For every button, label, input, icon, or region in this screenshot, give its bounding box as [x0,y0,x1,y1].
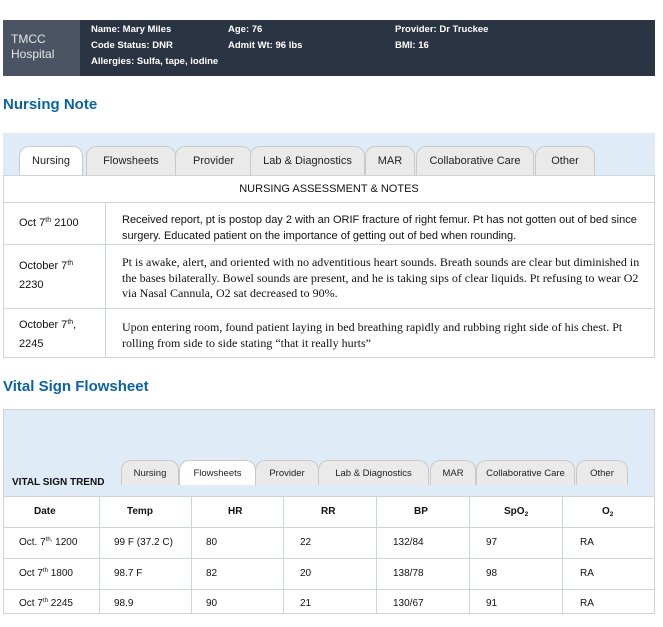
table-row [4,558,654,589]
vital-sign-panel [3,409,655,614]
nursing-notes-table [3,175,655,358]
nursing-notes-heading: NURSING ASSESSMENT & NOTES [4,176,654,203]
cell-spo2: 98 [486,568,498,579]
tab-mar[interactable]: MAR [430,460,476,485]
tab-flowsheets[interactable]: Flowsheets [86,146,176,175]
cell-temp: 98.7 F [114,568,143,579]
col-rr-header: RR [321,506,336,517]
allergies: Allergies: Sulfa, tape, iodine [91,56,219,67]
nursing-tab-bar [19,146,619,175]
cell-temp: 99 F (37.2 C) [114,537,173,548]
cell-rr: 22 [300,537,312,548]
bmi: BMI: 16 [395,40,429,51]
tab-other[interactable]: Other [535,146,595,175]
tab-nursing[interactable]: Nursing [19,146,83,175]
cell-bp: 138/78 [393,568,424,579]
cell-date: Oct. $7^{th,}$ 1200 [19,537,78,548]
provider: Provider: Dr Truckee [395,24,489,35]
col-hr-header: HR [228,506,243,517]
vital-tab-bar [121,460,651,485]
note-text: Pt is awake, alert, and oriented with no adventitious heart sounds. Breath sounds are clear but diminished in the bases bilaterally. Bowel sounds are present, and he is taking sips of clear liquids. Pt refusing to wear O2 via Nasal Cannula, O2 sat decreased to 90%. [122,255,640,300]
note-text: Upon entering room, found patient laying in bed breathing rapidly and rubbing right side of his chest. Pt rolling from side to side stating “that it really hurts” [122,320,623,350]
vital-sign-trend-label: VITAL SIGN TREND [12,477,105,488]
tab-flowsheets[interactable]: Flowsheets [179,460,256,485]
admit-weight: Admit Wt: 96 lbs [228,40,303,51]
nursing-tabs-panel [3,133,655,175]
tab-collaborative-care[interactable]: Collaborative Care [476,460,575,485]
patient-age: Age: 76 [228,24,263,35]
table-row [4,589,654,614]
col-spo2-header: SpO$_2$ [504,506,529,518]
note-row [4,309,654,358]
code-status: Code Status: DNR [91,40,173,51]
cell-o2: RA [580,568,594,579]
note-text: Received report, pt is postop day 2 with an ORIF fracture of right femur. Pt has not gotten out of bed since surgery. Educated patient on the importance of getting out of bed when rounding. [122,214,637,242]
cell-rr: 20 [300,568,312,579]
cell-hr: 82 [206,568,218,579]
col-bp-header: BP [414,506,428,517]
tab-provider[interactable]: Provider [255,460,319,485]
cell-o2: RA [580,537,594,548]
col-temp-header: Temp [127,506,153,517]
note-date: Oct 7th 2100 [19,217,79,229]
table-row [4,527,654,558]
vital-table-header [4,496,654,527]
tab-collaborative-care[interactable]: Collaborative Care [416,146,534,175]
tab-lab-diagnostics[interactable]: Lab & Diagnostics [318,460,429,485]
tab-lab-diagnostics[interactable]: Lab & Diagnostics [250,146,365,175]
cell-spo2: 91 [486,598,498,609]
cell-date: Oct 7th 1800 [19,568,73,579]
cell-temp: 98.9 [114,598,134,609]
col-o2-header: $O_2$ [602,506,614,518]
cell-hr: 90 [206,598,218,609]
vital-sign-title: Vital Sign Flowsheet [3,378,149,395]
cell-bp: 130/67 [393,598,424,609]
cell-bp: 132/84 [393,537,424,548]
hospital-name: TMCC Hospital [3,20,80,76]
note-row [4,203,654,245]
cell-spo2: 97 [486,537,498,548]
cell-rr: 21 [300,598,312,609]
cell-hr: 80 [206,537,218,548]
patient-name: Name: Mary Miles [91,24,172,35]
cell-date: Oct 7th 2245 [19,598,73,609]
nursing-note-title: Nursing Note [3,96,98,113]
tab-provider[interactable]: Provider [175,146,252,175]
note-row [4,245,654,309]
patient-header [3,20,655,76]
tab-nursing[interactable]: Nursing [121,460,179,485]
note-date: October 7th 2230 [19,260,74,291]
col-date-header: Date [34,506,56,517]
tab-mar[interactable]: MAR [365,146,415,175]
note-date: October 7th, 2245 [19,319,77,350]
cell-o2: RA [580,598,594,609]
tab-other[interactable]: Other [576,460,628,485]
